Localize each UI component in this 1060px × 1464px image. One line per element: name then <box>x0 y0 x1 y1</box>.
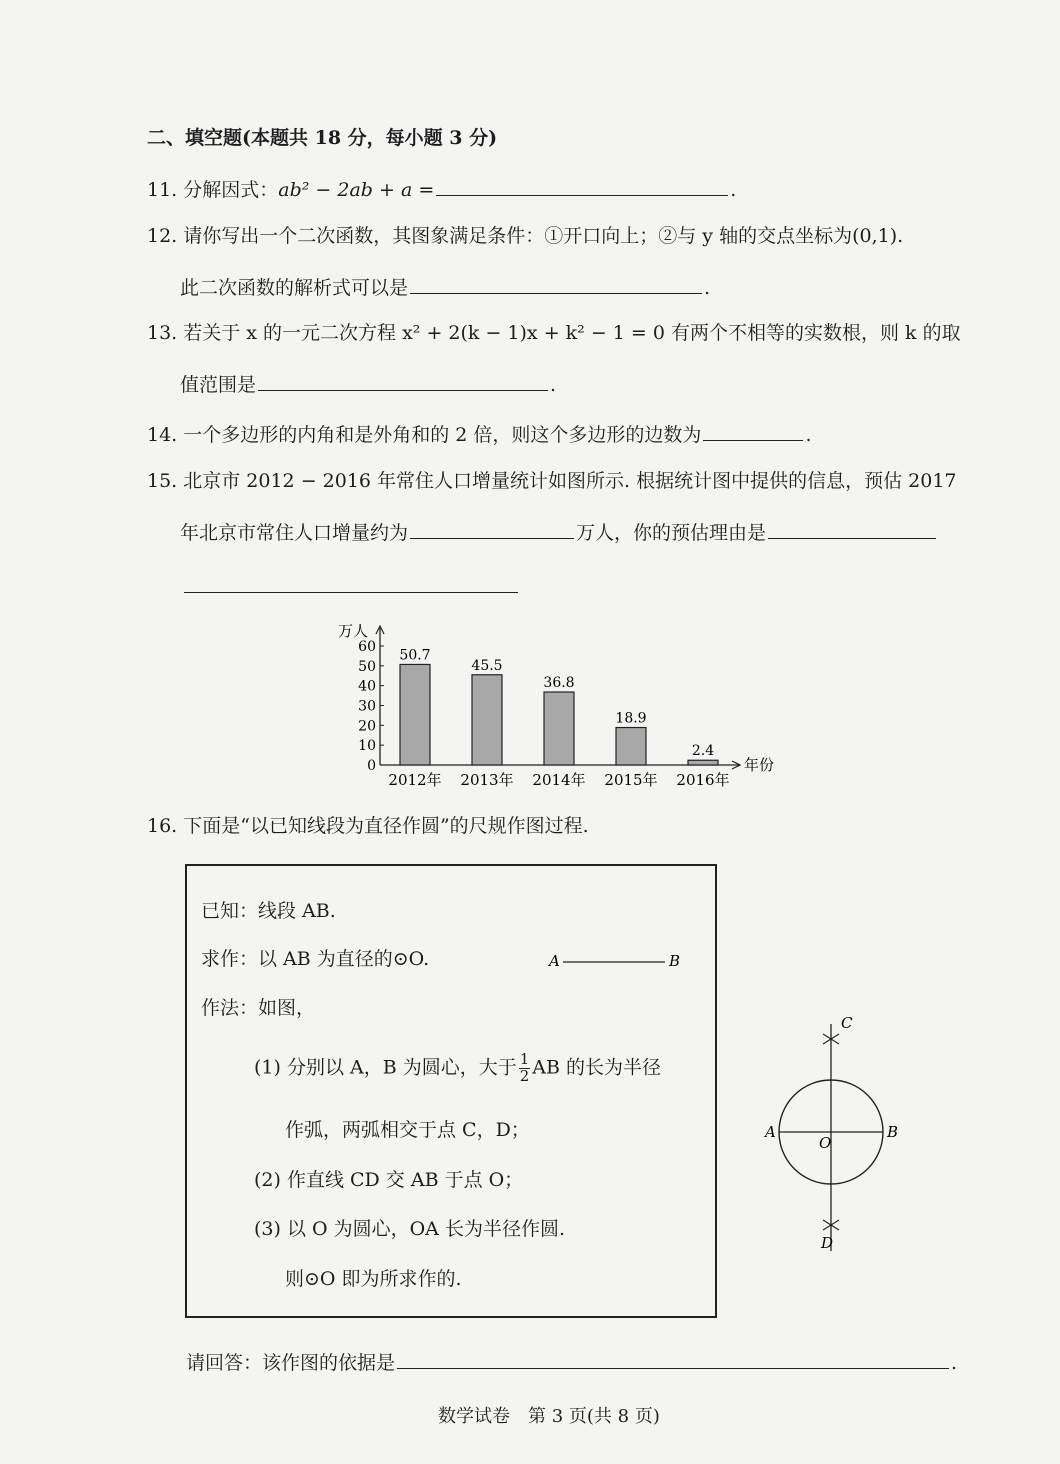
point-a-label: A <box>765 1123 776 1141</box>
step-1-line1 <box>254 1052 661 1085</box>
bar <box>472 675 502 765</box>
y-tick-label: 60 <box>358 639 376 655</box>
step-1-post: AB 的长为半径 <box>532 1056 661 1079</box>
given-segment-diagram <box>545 946 695 976</box>
fraction-denominator: 2 <box>519 1066 530 1085</box>
q15-estimate-blank[interactable] <box>410 522 574 539</box>
question-16-intro: 16. 下面是“以已知线段为直径作圆”的尺规作图过程. <box>147 815 589 837</box>
q16-answer-line: 请回答：该作图的依据是 . <box>186 1352 958 1374</box>
y-tick-label: 40 <box>358 678 376 695</box>
q15-text-a: 年北京市常住人口增量约为 <box>180 522 409 544</box>
bar <box>616 728 646 765</box>
y-tick-label: 10 <box>358 738 376 755</box>
bar-value-label: 36.8 <box>543 675 575 692</box>
x-category-label: 2013年 <box>460 771 514 789</box>
q14-answer-blank[interactable] <box>703 424 803 441</box>
q15-text-b: 万人，你的预估理由是 <box>576 522 767 544</box>
question-14: 14. 一个多边形的内角和是外角和的 2 倍，则这个多边形的边数为 . <box>147 424 812 446</box>
construction-box <box>185 864 899 1318</box>
known-line: 已知：线段 AB. <box>201 900 336 922</box>
question-15-line2 <box>180 522 938 543</box>
point-b-label: B <box>887 1123 899 1141</box>
segment-label-a: A <box>549 952 560 970</box>
x-axis-label: 年份 <box>744 756 775 774</box>
x-category-label: 2016年 <box>676 771 730 789</box>
question-13-line1: 13. 若关于 x 的一元二次方程 x² + 2(k − 1)x + k² − 1 = 0 有两个不相等的实数根，则 k 的取 <box>147 322 961 344</box>
x-category-label: 2014年 <box>532 771 586 789</box>
question-12-line1: 12. 请你写出一个二次函数，其图象满足条件：①开口向上；②与 y 轴的交点坐标为(0,1). <box>147 225 904 247</box>
q13-answer-blank[interactable] <box>258 374 548 391</box>
y-tick-label: 0 <box>367 758 376 774</box>
question-15-line1: 15. 北京市 2012 − 2016 年常住人口增量统计如图所示. 根据统计图中提供的信息，预估 2017 <box>147 470 957 492</box>
y-axis-label: 万人 <box>338 622 369 640</box>
step-3-line: (3) 以 O 为圆心，OA 长为半径作圆. <box>254 1218 565 1240</box>
circle-construction-diagram <box>757 1006 917 1256</box>
step-2-line: (2) 作直线 CD 交 AB 于点 O； <box>254 1169 524 1191</box>
bar-value-label: 50.7 <box>399 647 431 664</box>
bar-value-label: 2.4 <box>691 743 715 760</box>
q11-answer-blank[interactable] <box>436 179 728 196</box>
q11-text: 11. 分解因式： <box>147 179 279 201</box>
q12-answer-blank[interactable] <box>410 277 702 294</box>
y-tick-label: 30 <box>358 698 376 715</box>
q16-answer-blank[interactable] <box>397 1352 949 1369</box>
question-13-line2: 值范围是 . <box>180 374 557 396</box>
bar-value-label: 45.5 <box>471 657 503 674</box>
point-c-label: C <box>841 1014 853 1032</box>
step-1-line2: 作弧，两弧相交于点 C，D； <box>285 1119 530 1141</box>
half-fraction <box>519 1052 531 1085</box>
task-line: 求作：以 AB 为直径的⊙O. <box>201 948 430 970</box>
segment-label-b: B <box>669 952 681 970</box>
question-11: 11. 分解因式：ab² − 2ab + a = . <box>147 179 737 201</box>
bar <box>400 664 430 765</box>
point-o-label: O <box>819 1134 832 1152</box>
question-12-line2: 此二次函数的解析式可以是 . <box>180 277 711 299</box>
q15-reason-blank-line2[interactable] <box>184 576 518 593</box>
y-tick-label: 50 <box>358 658 376 675</box>
step-1-pre: (1) 分别以 A，B 为圆心，大于 <box>254 1056 517 1079</box>
q16-answer-prompt: 请回答：该作图的依据是 <box>186 1352 396 1374</box>
conclusion-line: 则⊙O 即为所求作的. <box>285 1268 462 1290</box>
bar <box>688 760 718 765</box>
population-increase-chart <box>330 620 775 790</box>
q12-prompt: 此二次函数的解析式可以是 <box>180 277 409 299</box>
x-category-label: 2012年 <box>388 771 442 789</box>
method-line: 作法：如图， <box>201 997 316 1019</box>
section-title: 二、填空题(本题共 18 分，每小题 3 分) <box>147 127 498 149</box>
bar <box>544 692 574 765</box>
y-tick-label: 20 <box>358 718 376 735</box>
x-category-label: 2015年 <box>604 771 658 789</box>
bar-value-label: 18.9 <box>615 710 647 727</box>
q14-text: 14. 一个多边形的内角和是外角和的 2 倍，则这个多边形的边数为 <box>147 424 702 446</box>
q11-expression: ab² − 2ab + a = <box>278 179 435 201</box>
q13-prompt: 值范围是 <box>180 374 257 396</box>
q15-reason-blank[interactable] <box>768 522 936 539</box>
fraction-numerator: 1 <box>519 1050 530 1068</box>
page-footer: 数学试卷 第 3 页(共 8 页) <box>438 1406 660 1427</box>
point-d-label: D <box>821 1234 834 1252</box>
